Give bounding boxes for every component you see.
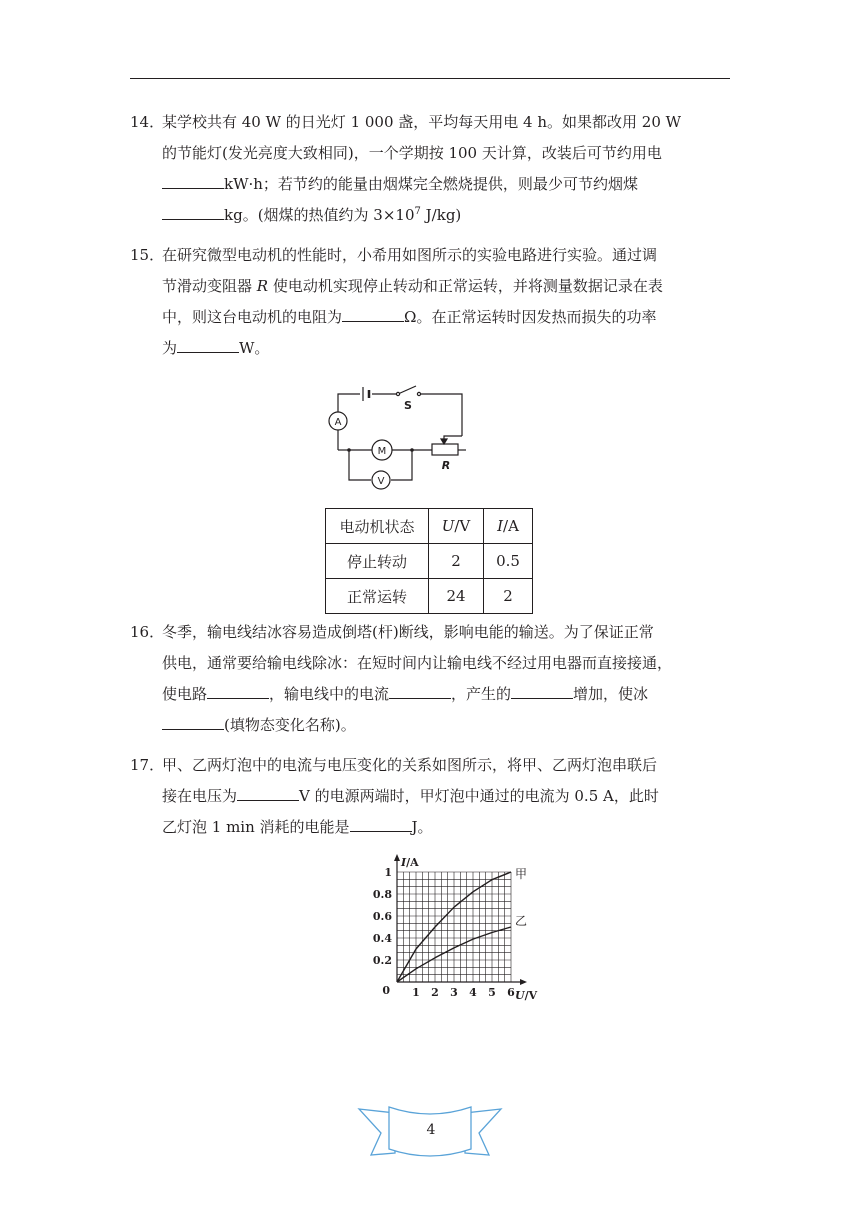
answer-blank[interactable]: [342, 304, 404, 322]
x-tick-label: 2: [431, 986, 439, 999]
question-17: [130, 750, 730, 843]
switch-lever: [398, 386, 416, 394]
variable-I: I: [497, 517, 504, 535]
question-text: ，输电线中的电流: [269, 685, 390, 703]
table-row: [326, 544, 533, 579]
question-text: 供电，通常要给输电线除冰：在短时间内让输电线不经过用电器而直接接通，: [162, 654, 673, 672]
question-text: (填物态变化名称)。: [224, 716, 356, 734]
unit: /A: [503, 517, 519, 535]
question-text: 为: [162, 339, 178, 357]
origin-label: 0: [382, 984, 390, 997]
question-number: 17．: [130, 756, 165, 774]
rheostat-label: R: [441, 459, 451, 472]
switch-contact: [417, 392, 420, 395]
question-text: 中，则这台电动机的电阻为: [162, 308, 343, 326]
table-row: [326, 579, 533, 614]
answer-blank[interactable]: [350, 814, 412, 832]
junction-dot: [410, 448, 414, 452]
answer-blank[interactable]: [511, 681, 573, 699]
y-tick-label: 0.6: [372, 910, 392, 923]
variable-R: R: [256, 277, 269, 295]
table-cell: 2: [484, 579, 533, 614]
question-text: 增加，使冰: [573, 685, 649, 703]
top-rule: [130, 78, 730, 79]
current-voltage-chart: [360, 852, 550, 1004]
table-header-row: [326, 509, 533, 544]
wire: [338, 394, 360, 412]
question-text: 甲、乙两灯泡中的电流与电压变化的关系如图所示，将甲、乙两灯泡串联后: [162, 756, 658, 774]
series-label: 乙: [515, 914, 528, 928]
question-text: 的节能灯(发光亮度大致相同)，一个学期按 100 天计算，改装后可节约用电: [162, 144, 662, 162]
switch-label: S: [404, 399, 412, 412]
table-cell: 停止转动: [326, 544, 429, 579]
wire: [421, 394, 462, 436]
switch-contact: [396, 392, 399, 395]
page-number: 4: [426, 1122, 436, 1138]
unit: /V: [454, 517, 471, 535]
table-cell: 24: [429, 579, 484, 614]
variable-U: U: [441, 517, 455, 535]
question-text: 使电动机实现停止转动和正常运转，并将测量数据记录在表: [268, 277, 663, 295]
x-axis-arrow: [520, 979, 527, 985]
wire: [391, 450, 412, 480]
voltmeter-label: V: [377, 476, 385, 487]
y-axis-arrow: [394, 854, 400, 861]
question-text: 乙灯泡 1 min 消耗的电能是: [162, 818, 350, 836]
question-text: 某学校共有 40 W 的日光灯 1 000 盏，平均每天用电 4 h。如果都改用 20 W: [162, 113, 682, 131]
table-header-cell: 电动机状态: [326, 509, 429, 544]
question-14: [130, 107, 730, 231]
question-text: 节滑动变阻器: [162, 277, 257, 295]
question-text: kg。(烟煤的热值约为 3×10: [224, 206, 415, 224]
question-15: [130, 240, 730, 364]
junction-dot: [347, 448, 351, 452]
table-cell: 2: [429, 544, 484, 579]
table-header-cell: [484, 509, 533, 544]
answer-blank[interactable]: [237, 783, 299, 801]
x-tick-label: 5: [488, 986, 496, 999]
question-number: 15．: [130, 246, 165, 264]
y-axis-label: I/A: [401, 856, 419, 869]
answer-blank[interactable]: [162, 202, 224, 220]
circuit-diagram: [320, 378, 470, 493]
series-label: 甲: [515, 867, 528, 881]
slider-arrow: [441, 439, 447, 444]
answer-blank[interactable]: [162, 712, 224, 730]
y-tick-label: 0.8: [372, 888, 392, 901]
answer-blank[interactable]: [177, 335, 239, 353]
question-text: kW·h；若节约的能量由烟煤完全燃烧提供，则最少可节约烟煤: [224, 175, 638, 193]
question-text: 接在电压为: [162, 787, 238, 805]
rheostat-resistor: [432, 444, 458, 455]
question-text: ，产生的: [451, 685, 512, 703]
motor-data-table: [325, 508, 533, 614]
table-header-cell: [429, 509, 484, 544]
y-tick-label: 1: [384, 866, 392, 879]
question-text: V 的电源两端时，甲灯泡中通过的电流为 0.5 A，此时: [299, 787, 659, 805]
x-tick-label: 1: [412, 986, 420, 999]
question-text: Ω。在正常运转时因发热而损失的功率: [404, 308, 657, 326]
x-axis-label: U/V: [515, 989, 538, 1002]
question-text: 在研究微型电动机的性能时，小希用如图所示的实验电路进行实验。通过调: [162, 246, 658, 264]
exponent: 7: [414, 206, 421, 217]
motor-label: M: [377, 446, 387, 457]
x-tick-label: 6: [507, 986, 515, 999]
question-text: J/kg): [420, 206, 462, 224]
question-text: J。: [411, 818, 433, 836]
ammeter-label: A: [334, 417, 342, 428]
x-tick-label: 4: [469, 986, 477, 999]
y-tick-label: 0.2: [372, 954, 392, 967]
question-number: 14．: [130, 113, 165, 131]
question-number: 16．: [130, 623, 165, 641]
question-text: 冬季，输电线结冰容易造成倒塔(杆)断线，影响电能的输送。为了保证正常: [162, 623, 654, 641]
table-cell: 正常运转: [326, 579, 429, 614]
answer-blank[interactable]: [389, 681, 451, 699]
question-text: W。: [239, 339, 270, 357]
question-text: 使电路: [162, 685, 208, 703]
table-cell: 0.5: [484, 544, 533, 579]
x-tick-label: 3: [450, 986, 458, 999]
wire: [349, 450, 371, 480]
question-16: [130, 617, 730, 741]
y-tick-label: 0.4: [372, 932, 392, 945]
answer-blank[interactable]: [162, 171, 224, 189]
answer-blank[interactable]: [207, 681, 269, 699]
